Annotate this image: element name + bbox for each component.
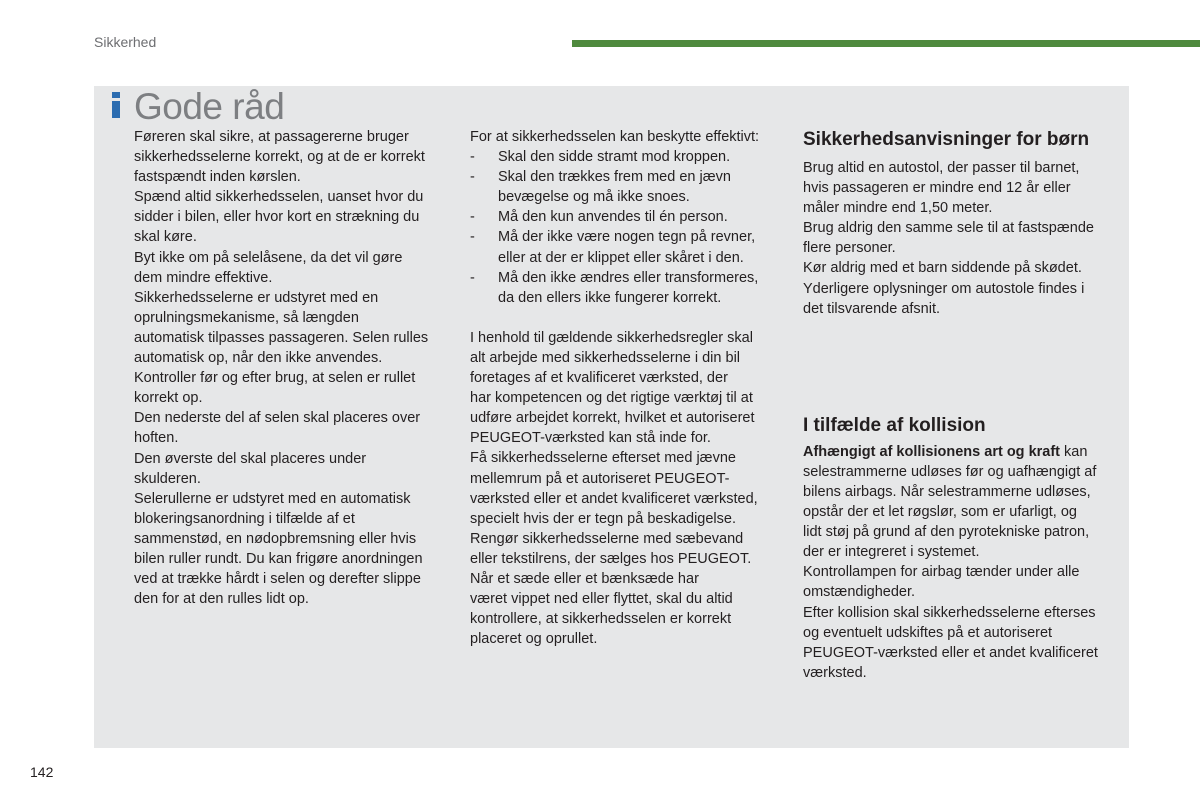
text-line: og eventuelt udskiftes på et autoriseret [803,624,1053,641]
text-line: blokeringsanordning i tilfælde af et [134,510,355,527]
collision-text [803,462,1123,683]
list-item-line: Må der ikke være nogen tegn på revner, [498,229,756,246]
text-line: fastspændt inden kørslen. [134,169,301,186]
text-line: korrekt op. [134,390,203,407]
text-line: værksted. [803,664,867,681]
text-line: udføre arbejdet korrekt, hvilket et autoriseret [470,410,755,427]
text-line: den for at den rulles lidt op. [134,591,309,608]
text-line: Når et sæde eller et bænksæde har [470,570,699,587]
text-line: hvis passageren er mindre end 12 år eller [803,180,1071,197]
text-line: Føreren skal sikre, at passagererne bruger [134,129,409,145]
service-paragraph [470,328,780,650]
children-safety-heading: Sikkerhedsanvisninger for børn [803,129,1090,150]
text-line: Selerullerne er udstyret med en automatisk [134,490,411,507]
text-line: lidt støj på grund af den pyrotekniske patron, [803,524,1090,541]
text-line: Efter kollision skal sikkerhedsselerne efterses [803,604,1096,621]
text-line: automatisk op, når den ikke anvendes. [134,350,383,367]
text-line: automatisk tilpasses passageren. Selen rulles [134,329,429,346]
text-line: hoften. [134,430,179,447]
text-line: bilens airbags. Når selestrammerne udløses, [803,483,1091,500]
info-icon [112,92,120,118]
text-line: skulderen. [134,470,201,487]
list-item [470,147,780,167]
text-line: bilen ruller rundt. Du kan frigøre anordningen [134,550,423,567]
text-line: placeret og oprullet. [470,631,598,648]
text-line: har kompetencen og det rigtige værktøj til at [470,390,753,407]
dash-bullet: - [470,169,475,186]
text-line: sammenstød, en nødopbremsning eller hvis [134,530,417,547]
list-item-line: Skal den trækkes frem med en jævn [498,169,731,186]
section-label: Sikkerhed [94,34,157,50]
text-line: sikkerhedsselerne korrekt, og at de er korrekt [134,149,425,166]
text-line: Den øverste del skal placeres under [134,450,367,467]
collision-heading: I tilfælde af kollision [803,414,986,436]
list-item [470,207,780,227]
text-line: selestrammerne udløses før og uafhængigt af [803,463,1097,480]
text-line: kontrollere, at sikkerhedsselen er korrekt [470,611,732,628]
header-accent-bar [572,40,1200,47]
children-safety-text [803,158,1123,319]
list-item-line: eller at der er klippet eller skåret i den. [498,249,744,266]
text-line: dem mindre effektive. [134,269,273,286]
dash-bullet: - [470,149,475,166]
list-item [470,167,780,207]
text-line: Få sikkerhedsselerne efterset med jævne [470,450,736,467]
text-line: opstår der et let røgslør, som er ufarligt, og [803,504,1077,521]
text-line: Yderligere oplysninger om autostole findes i [803,280,1085,297]
page-number: 142 [30,764,54,780]
column-2 [470,127,780,649]
text-line: det tilsvarende afsnit. [803,300,941,317]
text-line: flere personer. [803,240,896,257]
column-3 [803,127,1123,683]
text-line: sidder i bilen, eller hvor kort en strækning du [134,209,420,226]
text-line: alt arbejde med sikkerhedsselerne i din bil [470,349,741,366]
text-line: I henhold til gældende sikkerhedsregler skal [470,329,753,346]
list-item-line: bevægelse og må ikke snoes. [498,189,690,206]
text-line: eller tekstilrens, der sælges hos PEUGEOT. [470,550,752,567]
text-line: Kør aldrig med et barn siddende på skødet. [803,260,1082,277]
text-line: værksted eller et andet kvalificeret værksted, [470,490,758,507]
text-line: Den nederste del af selen skal placeres over [134,410,421,427]
list-item-line: Skal den sidde stramt mod kroppen. [498,149,731,166]
list-item-line: Må den kun anvendes til én person. [498,209,728,226]
collision-lead-line [803,442,1123,462]
collision-lead-rest: kan [1060,443,1088,460]
list-intro: For at sikkerhedsselen kan beskytte effektivt: [470,129,760,145]
text-line: Rengør sikkerhedsselerne med sæbevand [470,530,744,547]
text-line: Kontroller før og efter brug, at selen er rullet [134,370,416,387]
list-item [470,227,780,267]
text-line: foretages af et kvalificeret værksted, der [470,370,728,387]
text-line: PEUGEOT-værksted eller et andet kvalificeret [803,644,1098,661]
dash-bullet: - [470,209,475,226]
list-item-line: da den ellers ikke fungerer korrekt. [498,289,722,306]
text-line: ved at trække hårdt i selen og derefter slippe [134,571,421,588]
dash-bullet: - [470,229,475,246]
text-line: skal køre. [134,229,197,246]
text-line: oprulningsmekanisme, så længden [134,309,359,326]
column-1 [134,127,456,609]
text-line: Kontrollampen for airbag tænder under alle [803,564,1080,581]
page-title: Gode råd [134,86,285,127]
requirements-list [470,147,780,308]
text-line: været vippet ned eller flyttet, skal du altid [470,591,733,608]
text-line: omstændigheder. [803,584,916,601]
text-line: Brug aldrig den samme sele til at fastspænde [803,220,1094,237]
dash-bullet: - [470,269,475,286]
text-line: Spænd altid sikkerhedsselen, uanset hvor du [134,189,424,206]
text-line: mellemrum på et autoriseret PEUGEOT- [470,470,730,487]
text-line: Byt ikke om på selelåsene, da det vil gøre [134,249,403,266]
collision-bold-lead: Afhængigt af kollisionens art og kraft [803,443,1060,460]
text-line: måler mindre end 1,50 meter. [803,200,993,217]
text-line: der er integreret i systemet. [803,544,980,561]
list-item [470,268,780,308]
text-line: specielt hvis der er tegn på beskadigelse. [470,510,736,527]
text-line: PEUGEOT-værksted kan stå inde for. [470,430,711,447]
text-line: Sikkerhedsselerne er udstyret med en [134,289,379,306]
text-line: Brug altid en autostol, der passer til barnet, [803,160,1080,176]
list-item-line: Må den ikke ændres eller transformeres, [498,269,759,286]
